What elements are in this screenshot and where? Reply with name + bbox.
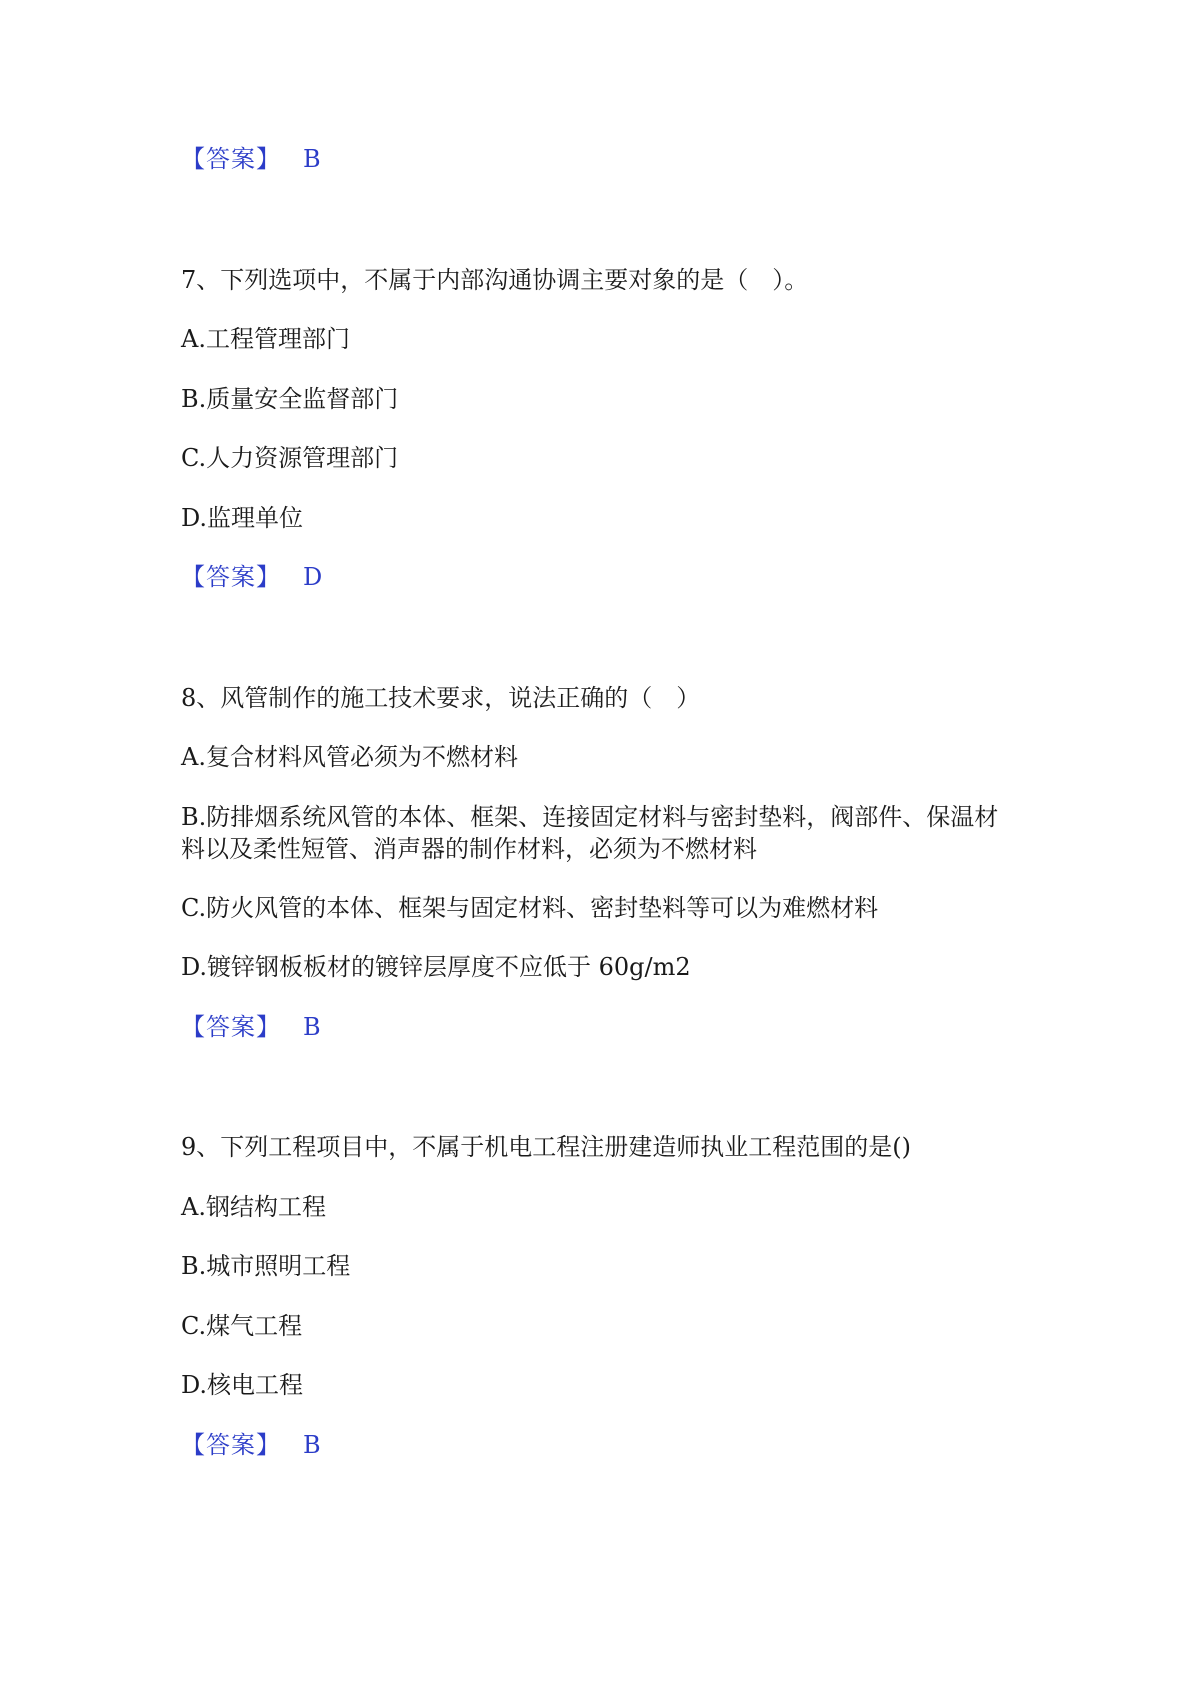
answer-label: 【答案】 <box>181 1013 281 1041</box>
answer-line <box>181 561 322 593</box>
answer-line <box>181 1011 321 1043</box>
question-stem: 7、下列选项中，不属于内部沟通协调主要对象的是（ ）。 <box>181 266 809 294</box>
option-d: D.镀锌钢板板材的镀锌层厚度不应低于 60g/m2 <box>181 953 691 981</box>
answer-label: 【答案】 <box>181 145 281 173</box>
option-c: C.防火风管的本体、框架与固定材料、密封垫料等可以为难燃材料 <box>181 894 879 922</box>
answer-label: 【答案】 <box>181 563 281 591</box>
option-b: B.城市照明工程 <box>181 1252 351 1280</box>
question-stem: 8、风管制作的施工技术要求，说法正确的（ ） <box>181 684 701 712</box>
answer-value: B <box>303 1431 321 1459</box>
answer-value: D <box>303 563 323 591</box>
option-c: C.煤气工程 <box>181 1312 303 1340</box>
option-a: A.工程管理部门 <box>181 325 350 353</box>
answer-value: B <box>303 1013 321 1041</box>
option-d: D.核电工程 <box>181 1371 304 1399</box>
option-b: B.防排烟系统风管的本体、框架、连接固定材料与密封垫料，阀部件、保温材料以及柔性短管、消声器的制作材料，必须为不燃材料 <box>181 803 999 863</box>
answer-line <box>181 143 321 175</box>
answer-label: 【答案】 <box>181 1431 281 1459</box>
answer-value: B <box>303 145 321 173</box>
option-c: C.人力资源管理部门 <box>181 444 399 472</box>
option-a: A.钢结构工程 <box>181 1193 326 1221</box>
question-stem: 9、下列工程项目中，不属于机电工程注册建造师执业工程范围的是() <box>181 1133 911 1161</box>
option-d: D.监理单位 <box>181 504 304 532</box>
answer-line <box>181 1429 321 1461</box>
option-b: B.质量安全监督部门 <box>181 385 399 413</box>
option-a: A.复合材料风管必须为不燃材料 <box>181 743 518 771</box>
